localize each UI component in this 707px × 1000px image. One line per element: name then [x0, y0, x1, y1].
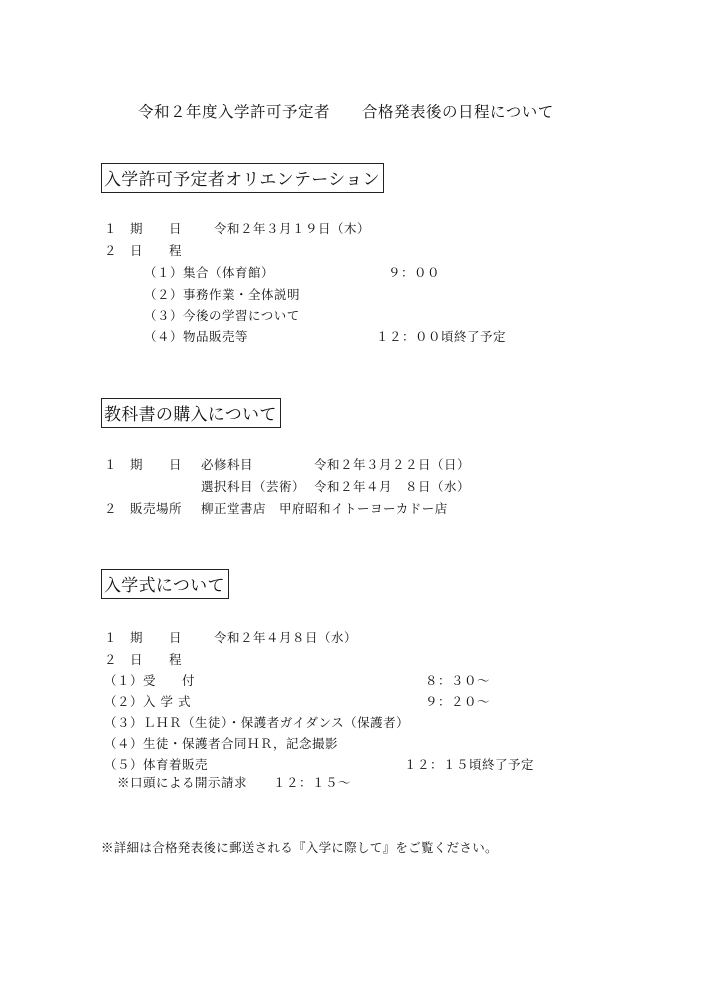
orientation-item-4: （４）物品販売等: [144, 329, 249, 344]
section-heading-orientation: 入学許可予定者オリエンテーション: [101, 163, 384, 193]
ceremony-item-4: （４）生徒・保護者合同ＨＲ，記念撮影: [104, 736, 339, 751]
textbooks-date-2: 令和２年４月 ８日（水）: [314, 479, 471, 494]
orientation-item-1: （１）集合（体育館）: [144, 265, 275, 280]
ceremony-date-value: 令和２年４月８日（水）: [214, 630, 358, 645]
orientation-item-3: （３）今後の学習について: [144, 308, 300, 323]
ceremony-item-5-time: １２：１５頃終了予定: [404, 757, 535, 772]
ceremony-item-1-time: ８：３０～: [425, 673, 491, 688]
ceremony-item-2: （２）入 学 式: [104, 694, 191, 709]
orientation-schedule-label: ２ 日 程: [104, 243, 183, 258]
footer-note: ※詳細は合格発表後に郵送される『入学に際して』をご覧ください。: [101, 840, 498, 855]
page-title: 令和２年度入学許可予定者 合格発表後の日程について: [138, 103, 554, 121]
ceremony-item-5: （５）体育着販売: [104, 757, 209, 772]
ceremony-schedule-label: ２ 日 程: [104, 652, 183, 667]
orientation-item-4-time: １２：００頃終了予定: [376, 329, 507, 344]
orientation-date-value: 令和２年３月１９日（木）: [214, 221, 371, 236]
ceremony-date-label: １ 期 日: [104, 630, 183, 645]
textbooks-place-value: 柳正堂書店 甲府昭和イトーヨーカドー店: [201, 501, 448, 516]
textbooks-subject-1: 必修科目: [201, 457, 254, 472]
ceremony-item-2-time: ９：２０～: [425, 694, 491, 709]
section-heading-ceremony: 入学式について: [101, 569, 229, 599]
ceremony-item-3: （３）ＬＨＲ（生徒）・保護者ガイダンス（保護者）: [104, 715, 410, 730]
textbooks-place-label: ２ 販売場所: [104, 501, 183, 516]
orientation-item-1-time: ９：００: [388, 265, 441, 280]
orientation-date-label: １ 期 日: [104, 221, 183, 236]
section-heading-textbooks: 教科書の購入について: [101, 398, 281, 428]
ceremony-note: ※口頭による開示請求 １２：１５～: [117, 775, 352, 790]
textbooks-date-label: １ 期 日: [104, 457, 183, 472]
textbooks-date-1: 令和２年３月２２日（日）: [314, 457, 471, 472]
textbooks-subject-2: 選択科目（芸術）: [201, 479, 306, 494]
orientation-item-2: （２）事務作業・全体説明: [144, 287, 301, 302]
ceremony-item-1: （１）受 付: [104, 673, 196, 688]
